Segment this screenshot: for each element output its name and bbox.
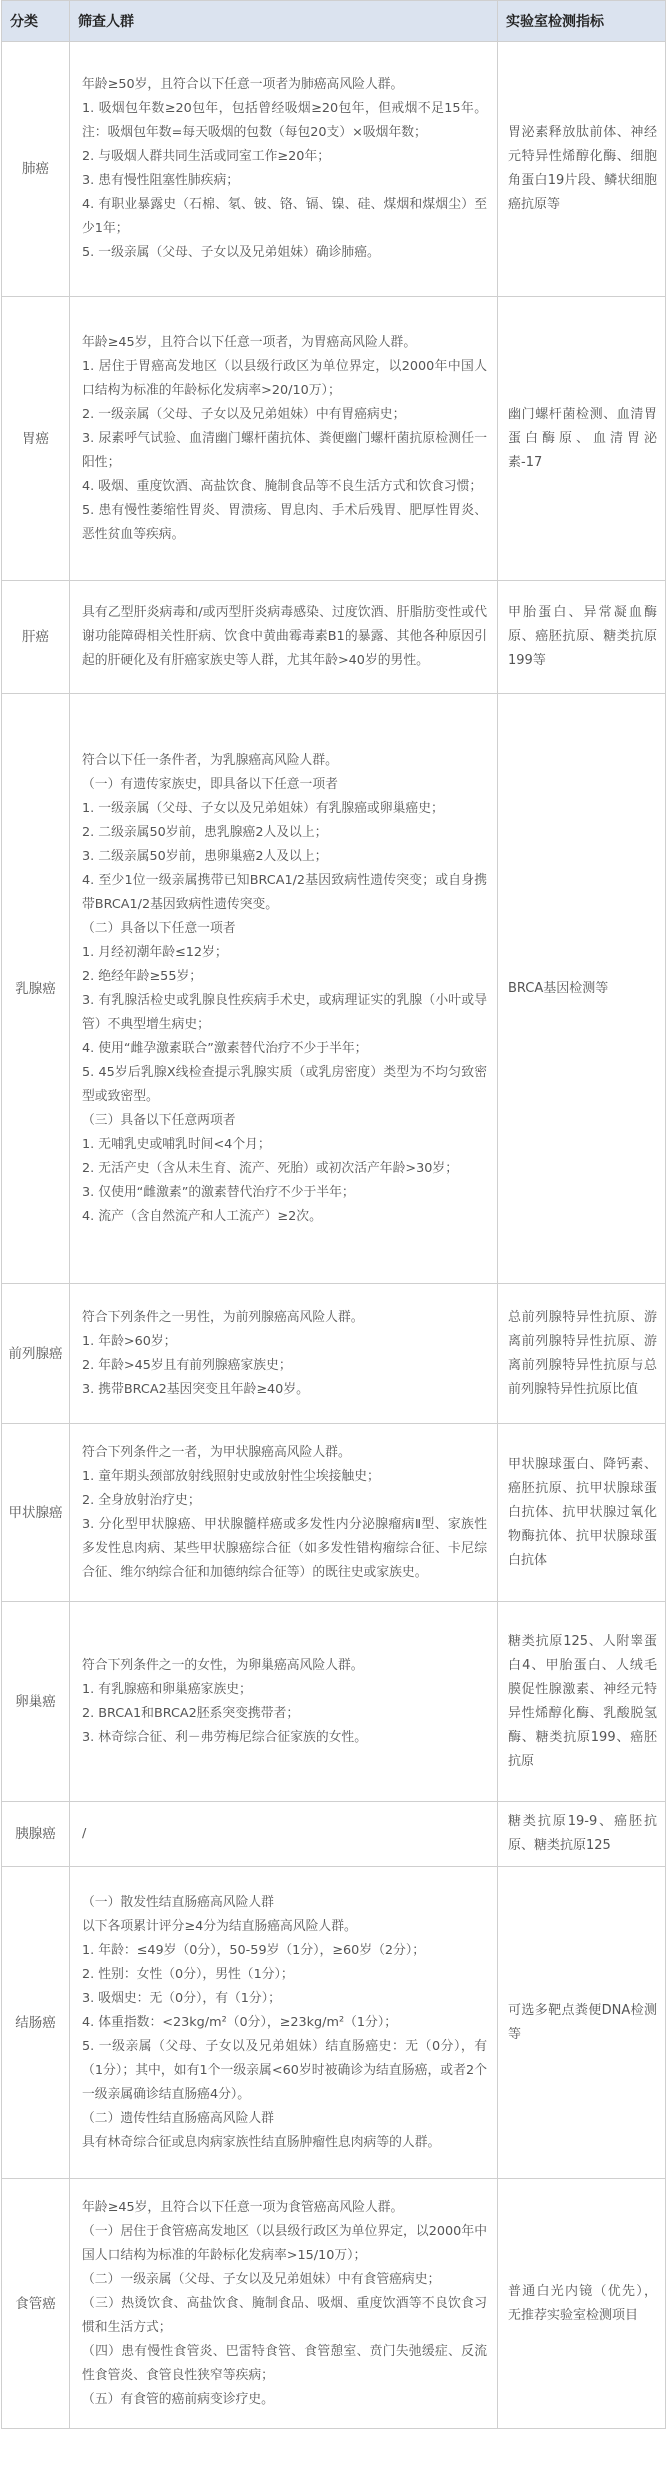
row-indicators: 甲状腺球蛋白、降钙素、癌胚抗原、抗甲状腺球蛋白抗体、抗甲状腺过氧化物酶抗体、抗甲状腺球蛋白抗体 [498, 1424, 666, 1602]
criteria-line: 4. 使用“雌孕激素联合”激素替代治疗不少于半年； [82, 1040, 368, 1056]
criteria-line: 2. 年龄>45岁且有前列腺癌家族史； [82, 1357, 292, 1373]
criteria-line: 1. 居住于胃癌高发地区（以县级行政区为单位界定，以2000年中国人口结构为标准的年龄标化发病率>20/10万）； [82, 358, 487, 398]
table-row-colon [2, 1867, 666, 2179]
criteria-line: （三）热烫饮食、高盐饮食、腌制食品、吸烟、重度饮酒等不良饮食习惯和生活方式； [82, 2295, 487, 2335]
header-category: 分类 [2, 1, 70, 42]
row-criteria [70, 1602, 498, 1802]
criteria-line: 4. 有职业暴露史（石棉、氡、铍、铬、镉、镍、硅、煤烟和煤烟尘）至少1年； [82, 197, 487, 236]
row-category: 乳腺癌 [2, 694, 70, 1284]
criteria-line: 5. 患有慢性萎缩性胃炎、胃溃疡、胃息肉、手术后残胃、肥厚性胃炎、恶性贫血等疾病。 [82, 502, 487, 542]
row-criteria [70, 1867, 498, 2179]
row-category: 食管癌 [2, 2179, 70, 2429]
criteria-line: 1. 童年期头颈部放射线照射史或放射性尘埃接触史； [82, 1468, 380, 1484]
row-criteria [70, 581, 498, 694]
criteria-line: 具有乙型肝炎病毒和/或丙型肝炎病毒感染、过度饮酒、肝脂肪变性或代谢功能障碍相关性肝病、饮食中黄曲霉毒素B1的暴露、其他各种原因引起的肝硬化及有肝癌家族史等人群，尤其年龄>40岁的男性。 [82, 605, 487, 668]
row-criteria [70, 2179, 498, 2429]
criteria-line: 年龄≥50岁，且符合以下任意一项者为肺癌高风险人群。 [82, 77, 404, 92]
row-indicators: 糖类抗原125、人附睾蛋白4、甲胎蛋白、人绒毛膜促性腺激素、神经元特异性烯醇化酶、乳酸脱氢酶、糖类抗原199、癌胚抗原 [498, 1602, 666, 1802]
criteria-line: 3. 有乳腺活检史或乳腺良性疾病手术史，或病理证实的乳腺（小叶或导管）不典型增生病史； [82, 992, 487, 1032]
row-category: 前列腺癌 [2, 1284, 70, 1424]
criteria-line: 3. 二级亲属50岁前，患卵巢癌2人及以上； [82, 848, 328, 864]
table-header-row [2, 1, 666, 42]
row-criteria [70, 1802, 498, 1867]
criteria-line: 4. 至少1位一级亲属携带已知BRCA1/2基因致病性遗传突变；或自身携带BRCA1/2基因致病性遗传突变。 [82, 872, 487, 912]
table-row-liver [2, 581, 666, 694]
criteria-line: 5. 一级亲属（父母、子女以及兄弟姐妹）确诊肺癌。 [82, 245, 380, 260]
criteria-line: 2. 无活产史（含从未生育、流产、死胎）或初次活产年龄>30岁； [82, 1160, 459, 1176]
table-row-ovary [2, 1602, 666, 1802]
criteria-line: 符合下列条件之一男性，为前列腺癌高风险人群。 [82, 1309, 364, 1325]
header-screening-population: 筛查人群 [70, 1, 498, 42]
criteria-line: 5. 一级亲属（父母、子女以及兄弟姐妹）结直肠癌史：无（0分），有（1分）；其中，如有1个一级亲属<60岁时被确诊为结直肠癌，或者2个一级亲属确诊结直肠癌4分）。 [82, 2038, 487, 2102]
criteria-line: 1. 吸烟包年数≥20包年，包括曾经吸烟≥20包年，但戒烟不足15年。注：吸烟包年数=每天吸烟的包数（每包20支）×吸烟年数； [82, 101, 487, 140]
criteria-line: 1. 月经初潮年龄≤12岁； [82, 944, 228, 960]
row-criteria [70, 297, 498, 581]
criteria-line: 1. 有乳腺癌和卵巢癌家族史； [82, 1681, 252, 1697]
table-row-lung [2, 42, 666, 297]
criteria-line: 5. 45岁后乳腺X线检查提示乳腺实质（或乳房密度）类型为不均匀致密型或致密型。 [82, 1064, 487, 1104]
criteria-line: （五）有食管的癌前病变诊疗史。 [82, 2391, 274, 2407]
criteria-line: 以下各项累计评分≥4分为结直肠癌高风险人群。 [82, 1918, 357, 1934]
criteria-line: 2. 一级亲属（父母、子女以及兄弟姐妹）中有胃癌病史； [82, 406, 406, 422]
row-criteria [70, 42, 498, 297]
criteria-line: 3. 携带BRCA2基因突变且年龄≥40岁。 [82, 1381, 309, 1397]
criteria-line: 符合下列条件之一的女性，为卵巢癌高风险人群。 [82, 1657, 364, 1673]
criteria-line: 2. 全身放射治疗史； [82, 1492, 201, 1508]
criteria-line: 3. 患有慢性阻塞性肺疾病； [82, 173, 240, 188]
criteria-line: 1. 年龄>60岁； [82, 1333, 177, 1349]
table-row-pancreas [2, 1802, 666, 1867]
criteria-line: 3. 尿素呼气试验、血清幽门螺杆菌抗体、粪便幽门螺杆菌抗原检测任一阳性； [82, 430, 487, 470]
criteria-line: 年龄≥45岁，且符合以下任意一项为食管癌高风险人群。 [82, 2199, 404, 2215]
table-row-stomach [2, 297, 666, 581]
row-category: 卵巢癌 [2, 1602, 70, 1802]
criteria-line: 2. 绝经年龄≥55岁； [82, 968, 203, 984]
row-indicators: 糖类抗原19-9、癌胚抗原、糖类抗原125 [498, 1802, 666, 1867]
row-indicators: 普通白光内镜（优先），无推荐实验室检测项目 [498, 2179, 666, 2429]
row-category: 结肠癌 [2, 1867, 70, 2179]
criteria-line: 1. 无哺乳史或哺乳时间<4个月； [82, 1136, 271, 1152]
criteria-line: （二）具备以下任意一项者 [82, 920, 236, 936]
criteria-line: 1. 年龄：≤49岁（0分），50-59岁（1分），≥60岁（2分）； [82, 1942, 426, 1958]
table-row-thyroid [2, 1424, 666, 1602]
row-indicators: BRCA基因检测等 [498, 694, 666, 1284]
criteria-line: 3. 林奇综合征、利－弗劳梅尼综合征家族的女性。 [82, 1729, 368, 1745]
row-criteria [70, 1284, 498, 1424]
criteria-line: （三）具备以下任意两项者 [82, 1112, 236, 1128]
row-criteria [70, 1424, 498, 1602]
criteria-line: 4. 吸烟、重度饮酒、高盐饮食、腌制食品等不良生活方式和饮食习惯； [82, 478, 483, 494]
criteria-line: （一）有遗传家族史，即具备以下任意一项者 [82, 776, 338, 792]
row-category: 胰腺癌 [2, 1802, 70, 1867]
row-category: 肝癌 [2, 581, 70, 694]
criteria-line: （一）居住于食管癌高发地区（以县级行政区为单位界定，以2000年中国人口结构为标准的年龄标化发病率>15/10万）； [82, 2223, 487, 2263]
criteria-line: 4. 体重指数：<23kg/m²（0分），≥23kg/m²（1分）； [82, 2014, 398, 2030]
criteria-line: / [82, 1826, 87, 1841]
row-indicators: 总前列腺特异性抗原、游离前列腺特异性抗原、游离前列腺特异性抗原与总前列腺特异性抗原比值 [498, 1284, 666, 1424]
row-criteria [70, 694, 498, 1284]
criteria-line: 符合下列条件之一者，为甲状腺癌高风险人群。 [82, 1444, 351, 1460]
row-category: 甲状腺癌 [2, 1424, 70, 1602]
criteria-line: 2. 性别：女性（0分），男性（1分）； [82, 1966, 294, 1982]
row-indicators: 甲胎蛋白、异常凝血酶原、癌胚抗原、糖类抗原199等 [498, 581, 666, 694]
criteria-line: 2. BRCA1和BRCA2胚系突变携带者； [82, 1705, 300, 1721]
criteria-line: 2. 二级亲属50岁前，患乳腺癌2人及以上； [82, 824, 328, 840]
criteria-line: 符合以下任一条件者，为乳腺癌高风险人群。 [82, 752, 338, 768]
criteria-line: （二）一级亲属（父母、子女以及兄弟姐妹）中有食管癌病史； [82, 2271, 441, 2287]
criteria-line: 3. 仅使用“雌激素”的激素替代治疗不少于半年； [82, 1184, 355, 1200]
criteria-line: 3. 分化型甲状腺癌、甲状腺髓样癌或多发性内分泌腺瘤病Ⅱ型、家族性多发性息肉病、某些甲状腺癌综合征（如多发性错构瘤综合征、卡尼综合征、维尔纳综合征和加德纳综合征等）的既往史或家族史。 [82, 1516, 487, 1580]
row-category: 胃癌 [2, 297, 70, 581]
table-row-esophagus [2, 2179, 666, 2429]
criteria-line: 具有林奇综合征或息肉病家族性结直肠肿瘤性息肉病等的人群。 [82, 2134, 441, 2150]
criteria-line: 1. 一级亲属（父母、子女以及兄弟姐妹）有乳腺癌或卵巢癌史； [82, 800, 444, 816]
criteria-line: （四）患有慢性食管炎、巴雷特食管、食管憩室、贲门失弛缓症、反流性食管炎、食管良性狭窄等疾病； [82, 2343, 487, 2383]
cancer-screening-table [1, 0, 666, 2429]
criteria-line: （一）散发性结直肠癌高风险人群 [82, 1894, 274, 1910]
table-row-breast [2, 694, 666, 1284]
header-lab-indicators: 实验室检测指标 [498, 1, 666, 42]
row-indicators: 胃泌素释放肽前体、神经元特异性烯醇化酶、细胞角蛋白19片段、鳞状细胞癌抗原等 [498, 42, 666, 297]
criteria-line: 4. 流产（含自然流产和人工流产）≥2次。 [82, 1208, 322, 1224]
row-indicators: 可选多靶点粪便DNA检测等 [498, 1867, 666, 2179]
criteria-line: 3. 吸烟史：无（0分），有（1分）； [82, 1990, 281, 2006]
row-category: 肺癌 [2, 42, 70, 297]
row-indicators: 幽门螺杆菌检测、血清胃蛋白酶原、血清胃泌素-17 [498, 297, 666, 581]
criteria-line: 年龄≥45岁，且符合以下任意一项者，为胃癌高风险人群。 [82, 334, 417, 350]
criteria-line: 2. 与吸烟人群共同生活或同室工作≥20年； [82, 149, 331, 164]
table-row-prostate [2, 1284, 666, 1424]
criteria-line: （二）遗传性结直肠癌高风险人群 [82, 2110, 274, 2126]
